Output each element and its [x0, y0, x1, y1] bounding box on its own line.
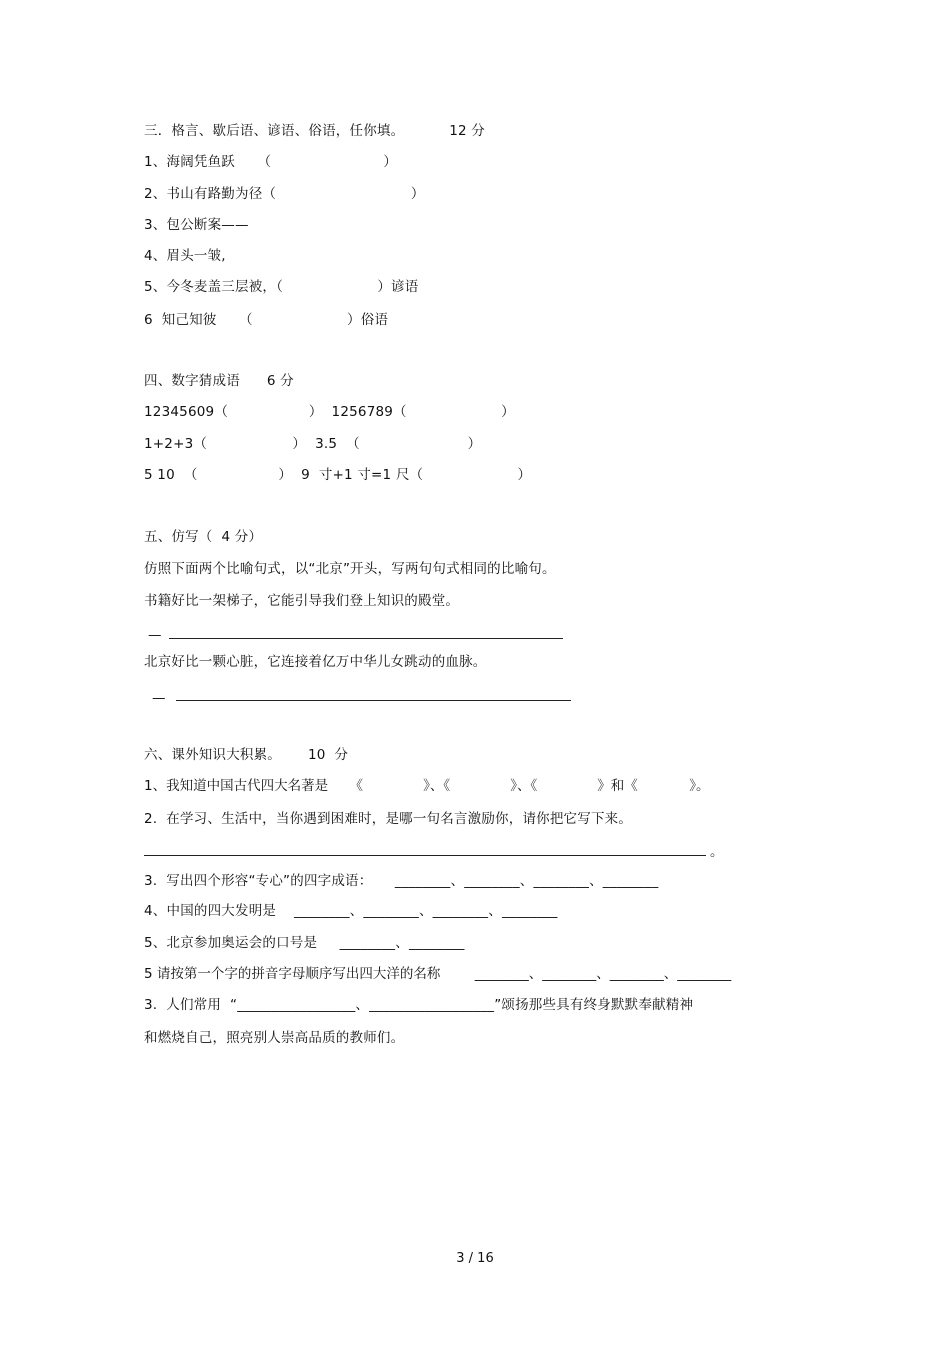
section6-item-7-continued: 和燃烧自己，照亮别人崇高品质的教师们。 — [144, 1030, 405, 1046]
section6-title: 六、课外知识大积累。 10 分 — [144, 747, 349, 763]
section6-item-2: 2. 在学习、生活中，当你遇到困难时，是哪一句名言激励你，请你把它写下来。 — [144, 811, 633, 827]
section3-item-5: 5、今冬麦盖三层被，（ ）谚语 — [144, 279, 419, 295]
section4-line-2: 1+2+3（ ） 3.5 （ ） — [144, 436, 482, 452]
section5-title: 五、仿写（ 4 分） — [144, 529, 263, 545]
section6-item-2-end: 。 — [710, 844, 724, 860]
page-number: 3 / 16 — [456, 1251, 494, 1266]
section3-item-6: 6 知己知彼 （ ）俗语 — [144, 312, 389, 328]
section6-item-7: 3. 人们常用 “_________________、__________________”颂扬那些具有终身默默奉献精神 — [144, 997, 694, 1013]
answer-line-3 — [144, 855, 706, 856]
section5-example-2: 北京好比一颗心脏，它连接着亿万中华儿女跳动的血脉。 — [144, 654, 487, 670]
section3-item-3: 3、包公断案—— — [144, 217, 249, 233]
section3-item-1: 1、海阔凭鱼跃 （ ） — [144, 154, 398, 170]
section5-example-1: 书籍好比一架梯子，它能引导我们登上知识的殿堂。 — [144, 593, 460, 609]
section4-title: 四、数字猜成语 6 分 — [144, 373, 294, 389]
section3-item-4: 4、眉头一皱, — [144, 248, 226, 264]
section5-instruction: 仿照下面两个比喻句式，以“北京”开头，写两句句式相同的比喻句。 — [144, 561, 556, 577]
section4-line-3: 5 10 （ ） 9 寸+1 寸=1 尺（ ） — [144, 467, 532, 483]
answer-line-2 — [176, 700, 571, 701]
section3-title: 三．格言、歇后语、谚语、俗语，任你填。 12 分 — [144, 123, 485, 139]
section3-item-2: 2、书山有路勤为径（ ） — [144, 186, 425, 202]
section6-item-3: 3. 写出四个形容“专心”的四字成语： ________、________、________、________ — [144, 873, 659, 889]
answer-line-1 — [169, 638, 563, 639]
answer-dash-1: — — [148, 627, 162, 643]
section6-item-5: 5、北京参加奥运会的口号是 ________、________ — [144, 935, 465, 951]
section6-item-4: 4、中国的四大发明是 ________、________、________、________ — [144, 903, 558, 919]
answer-dash-2: — — [152, 690, 166, 706]
section6-item-6: 5 请按第一个字的拼音字母顺序写出四大洋的名称 ________、________、________、________ — [144, 966, 732, 982]
section6-item-1: 1、我知道中国古代四大名著是 《 》、《 》、《 》和《 》。 — [144, 778, 710, 794]
section4-line-1: 12345609（ ） 1256789（ ） — [144, 404, 515, 420]
